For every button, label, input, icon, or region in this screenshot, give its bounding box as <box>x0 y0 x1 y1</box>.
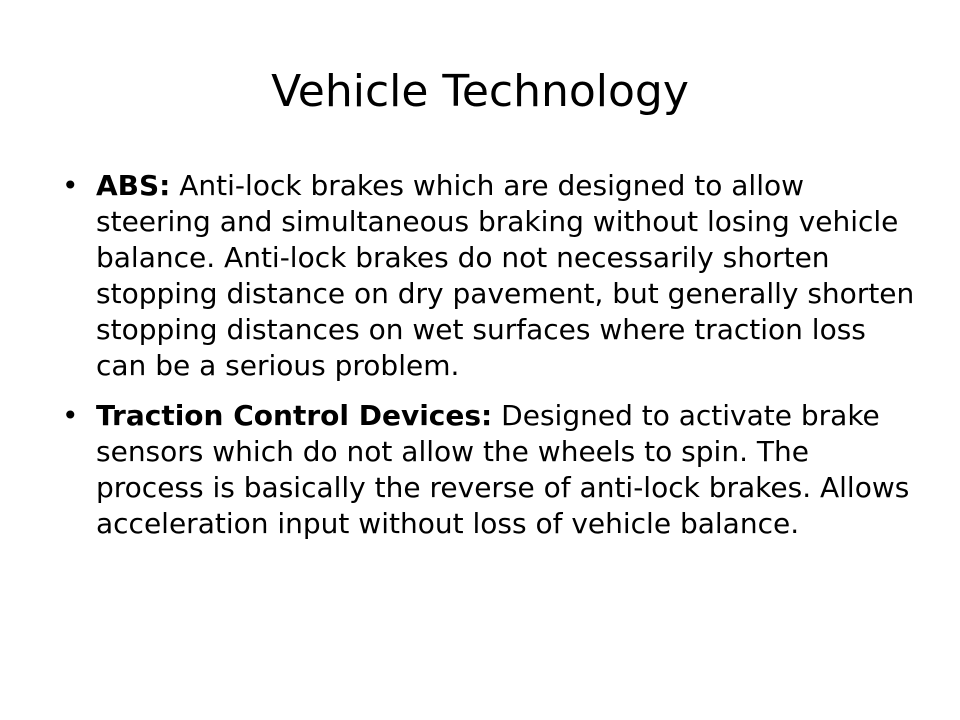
slide-title: Vehicle Technology <box>271 66 689 117</box>
bullet-list <box>60 168 920 556</box>
bullet-dot-icon: • <box>62 169 79 202</box>
bullet-item-abs <box>60 168 920 384</box>
bullet-item-traction-control <box>60 398 920 542</box>
bullet-term: Traction Control Devices: <box>96 399 493 432</box>
bullet-dot-icon: • <box>62 399 79 432</box>
bullet-term: ABS: <box>96 169 171 202</box>
bullet-text: Designed to activate brake sensors which do not allow the wheels to spin. The process is basically the reverse of anti-lock brakes. Allows acceleration input without loss of vehicle balance. <box>96 399 910 540</box>
bullet-text: Anti-lock brakes which are designed to allow steering and simultaneous braking without losing vehicle balance. Anti-lock brakes do not necessarily shorten stopping distance on dry pavement, but generally shorten stopping distances on wet surfaces where traction loss can be a serious problem. <box>96 169 915 382</box>
